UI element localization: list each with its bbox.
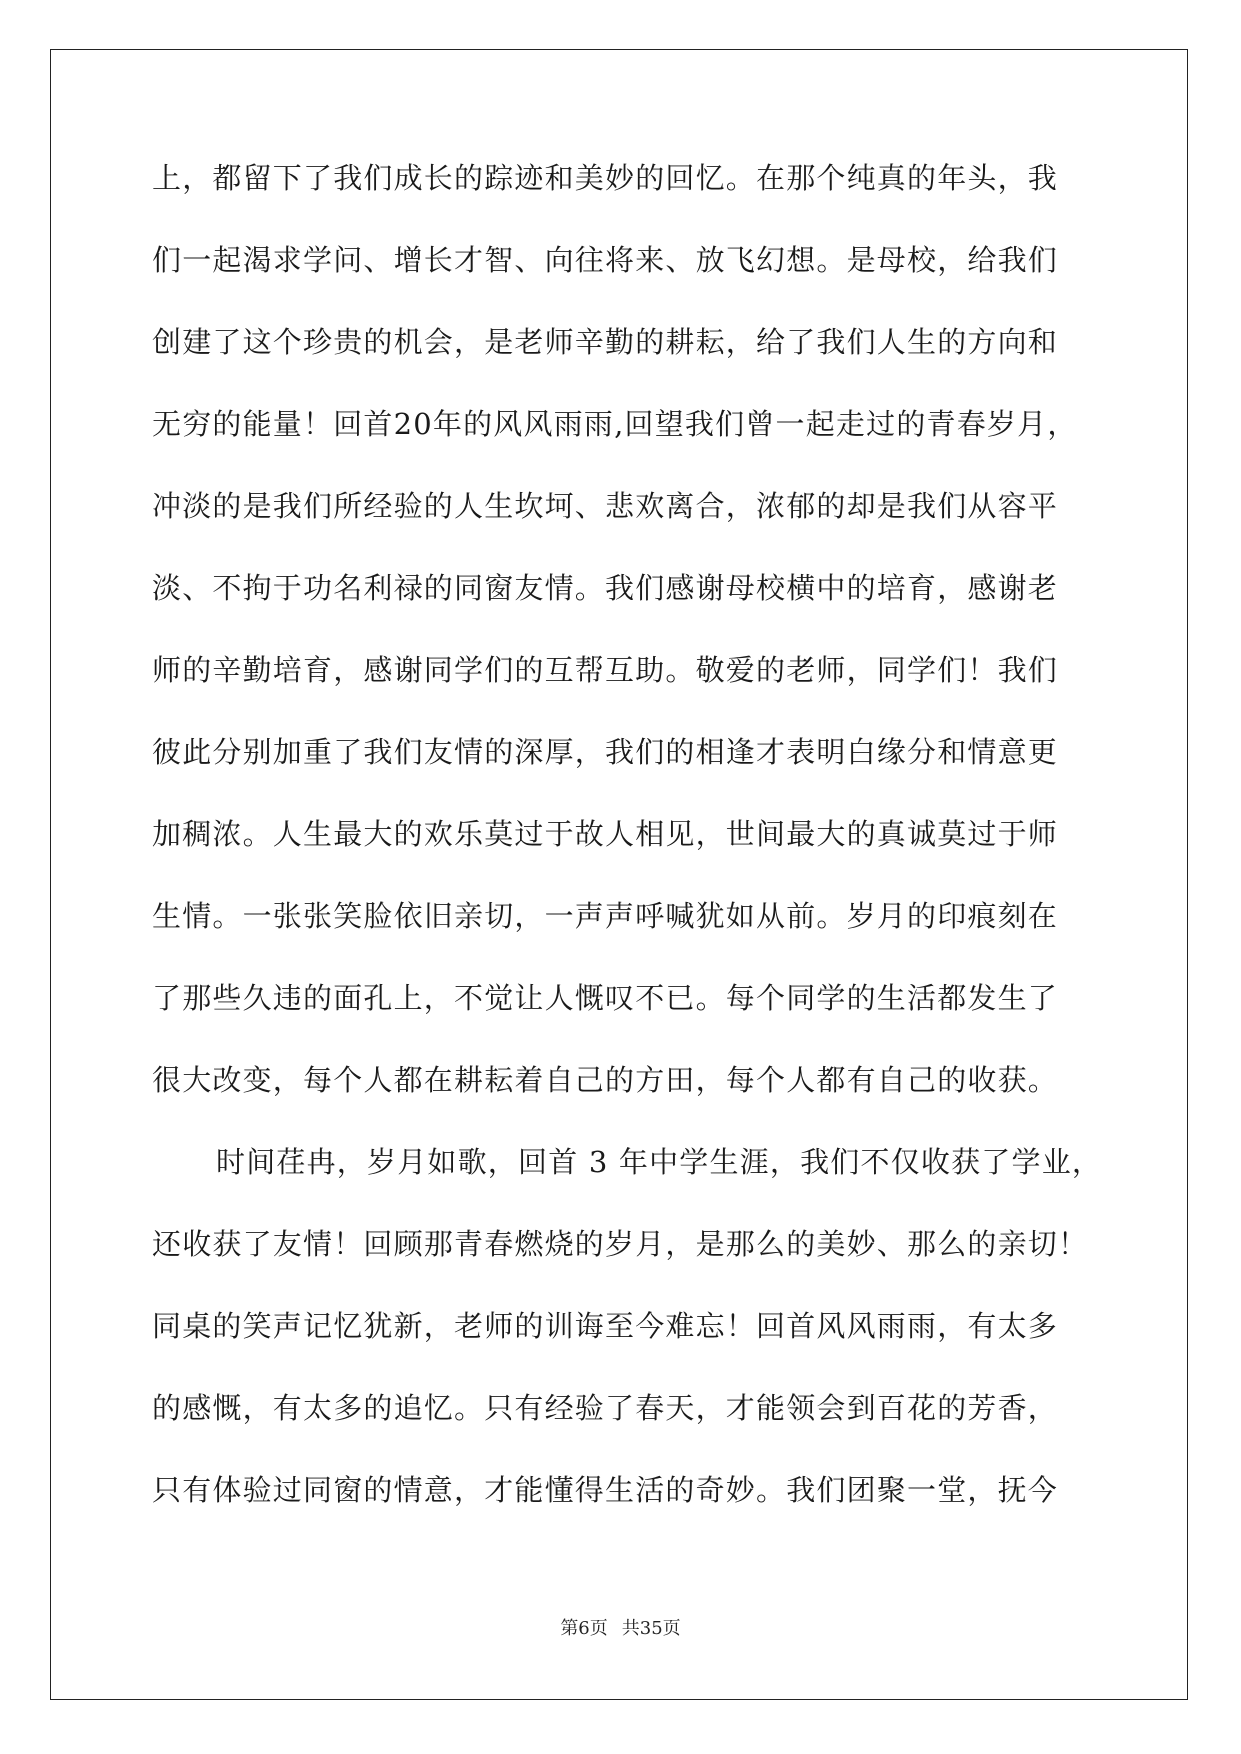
page-number: 第6页 <box>560 1618 608 1639</box>
page-total: 共35页 <box>621 1618 681 1639</box>
page-footer <box>0 1614 1241 1640</box>
text-line: 冲淡的是我们所经验的人生坎坷、悲欢离合，浓郁的却是我们从容平 <box>152 489 1059 523</box>
text-line: 彼此分别加重了我们友情的深厚，我们的相逢才表明白缘分和情意更 <box>152 735 1059 769</box>
text-line: 淡、不拘于功名利禄的同窗友情。我们感谢母校横中的培育，感谢老 <box>152 571 1059 605</box>
text-line: 们一起渴求学问、增长才智、向往将来、放飞幻想。是母校，给我们 <box>152 243 1059 277</box>
text-line: 师的辛勤培育，感谢同学们的互帮互助。敬爱的老师，同学们！我们 <box>152 653 1059 687</box>
text-line: 同桌的笑声记忆犹新，老师的训诲至今难忘！回首风风雨雨，有太多 <box>152 1309 1059 1343</box>
text-line: 了那些久违的面孔上，不觉让人慨叹不已。每个同学的生活都发生了 <box>152 981 1059 1015</box>
text-line: 还收获了友情！回顾那青春燃烧的岁月，是那么的美妙、那么的亲切！ <box>152 1227 1089 1261</box>
text-line: 的感慨，有太多的追忆。只有经验了春天，才能领会到百花的芳香， <box>152 1391 1059 1425</box>
text-line: 只有体验过同窗的情意，才能懂得生活的奇妙。我们团聚一堂，抚今 <box>152 1473 1059 1507</box>
text-line: 无穷的能量！回首20年的风风雨雨,回望我们曾一起走过的青春岁月， <box>152 407 1078 441</box>
text-line: 生情。一张张笑脸依旧亲切，一声声呼喊犹如从前。岁月的印痕刻在 <box>152 899 1059 933</box>
document-body <box>152 158 1103 1552</box>
text-line: 加稠浓。人生最大的欢乐莫过于故人相见，世间最大的真诚莫过于师 <box>152 817 1059 851</box>
paragraph-start-line: 时间荏冉，岁月如歌，回首 3 年中学生涯，我们不仅收获了学业， <box>216 1145 1103 1179</box>
text-line: 很大改变，每个人都在耕耘着自己的方田，每个人都有自己的收获。 <box>152 1063 1059 1097</box>
text-line: 创建了这个珍贵的机会，是老师辛勤的耕耘，给了我们人生的方向和 <box>152 325 1059 359</box>
text-line: 上，都留下了我们成长的踪迹和美妙的回忆。在那个纯真的年头，我 <box>152 161 1059 195</box>
